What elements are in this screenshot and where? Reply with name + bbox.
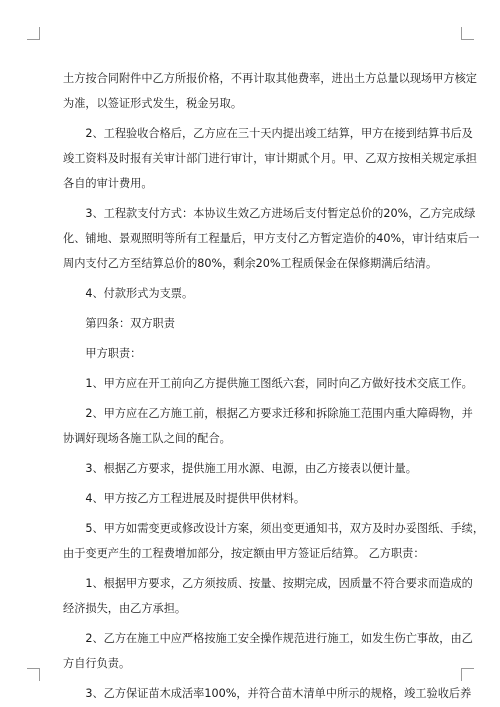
paragraph-13 (63, 681, 472, 706)
crop-mark-bottom-right (461, 668, 474, 681)
text-line: 4、甲方按乙方工程进展及时提供甲供材料。 (63, 492, 306, 505)
text-line: 化、铺地、景观照明等所有工程量后，甲方支付乙方暂定造价的40%，审计结束后一 (63, 232, 480, 245)
text-line: 方自行负责。 (63, 657, 131, 670)
crop-mark-top-left (27, 27, 40, 40)
text-line: 经济损失，由乙方承担。 (63, 602, 187, 615)
paragraph-12 (63, 626, 473, 676)
text-line: 协调好现场各施工队之间的配合。 (63, 432, 231, 445)
paragraph-11 (63, 571, 473, 621)
text-line: 各自的审计费用。 (63, 177, 153, 190)
paragraph-10 (63, 516, 485, 566)
text-line: 甲方职责： (63, 347, 142, 360)
text-line: 土方按合同附件中乙方所报价格，不再计取其他费率，进出土方总量以现场甲方核定 (63, 72, 477, 85)
text-line: 为准，以签证形式发生，税金另取。 (63, 97, 243, 110)
paragraph-7 (63, 401, 473, 451)
paragraph-0 (63, 66, 477, 116)
text-line: 1、甲方应在开工前向乙方提供施工图纸六套，同时向乙方做好技术交底工作。 (63, 377, 473, 390)
text-line: 第四条：双方职责 (63, 317, 175, 330)
text-line: 2、乙方在施工中应严格按施工安全操作规范进行施工，如发生伤亡事故，由乙 (63, 632, 473, 645)
text-line: 4、付款形式为支票。 (63, 287, 194, 300)
text-line: 3、根据乙方要求，提供施工用水源、电源，由乙方接表以便计量。 (63, 462, 417, 475)
text-line: 2、甲方应在乙方施工前，根据乙方要求迁移和拆除施工范围内重大障碍物，并 (63, 407, 473, 420)
text-line: 5、甲方如需变更或修改设计方案，须出变更通知书，双方及时办妥图纸、手续， (63, 522, 485, 535)
subsection-heading (63, 341, 437, 366)
paragraph-2 (63, 201, 480, 276)
crop-mark-top-right (461, 27, 474, 40)
text-line: 竣工资料及时报有关审计部门进行审计，审计期贰个月。甲、乙双方按相关规定承担 (63, 152, 477, 165)
text-line: 2、工程验收合格后，乙方应在三十天内提出竣工结算，甲方在接到结算书后及 (63, 127, 473, 140)
text-line: 周内支付乙方至结算总价的80%，剩余20%工程质保金在保修期满后结清。 (63, 257, 438, 270)
crop-mark-bottom-left (27, 668, 40, 681)
text-line: 由于变更产生的工程费增加部分，按定额由甲方签证后结算。 乙方职责： (63, 547, 425, 560)
paragraph-8 (63, 456, 437, 481)
paragraph-3 (63, 281, 437, 306)
paragraph-6 (63, 371, 473, 396)
text-line: 3、乙方保证苗木成活率100%，并符合苗木清单中所示的规格，竣工验收后养 (63, 687, 472, 700)
text-line: 3、工程款支付方式：本协议生效乙方进场后支付暂定总价的20%，乙方完成绿 (63, 207, 476, 220)
document-body (63, 66, 485, 706)
text-line: 1、根据甲方要求，乙方须按质、按量、按期完成，因质量不符合要求而造成的 (63, 577, 473, 590)
paragraph-9 (63, 486, 437, 511)
section-heading (63, 311, 437, 336)
paragraph-1 (63, 121, 477, 196)
